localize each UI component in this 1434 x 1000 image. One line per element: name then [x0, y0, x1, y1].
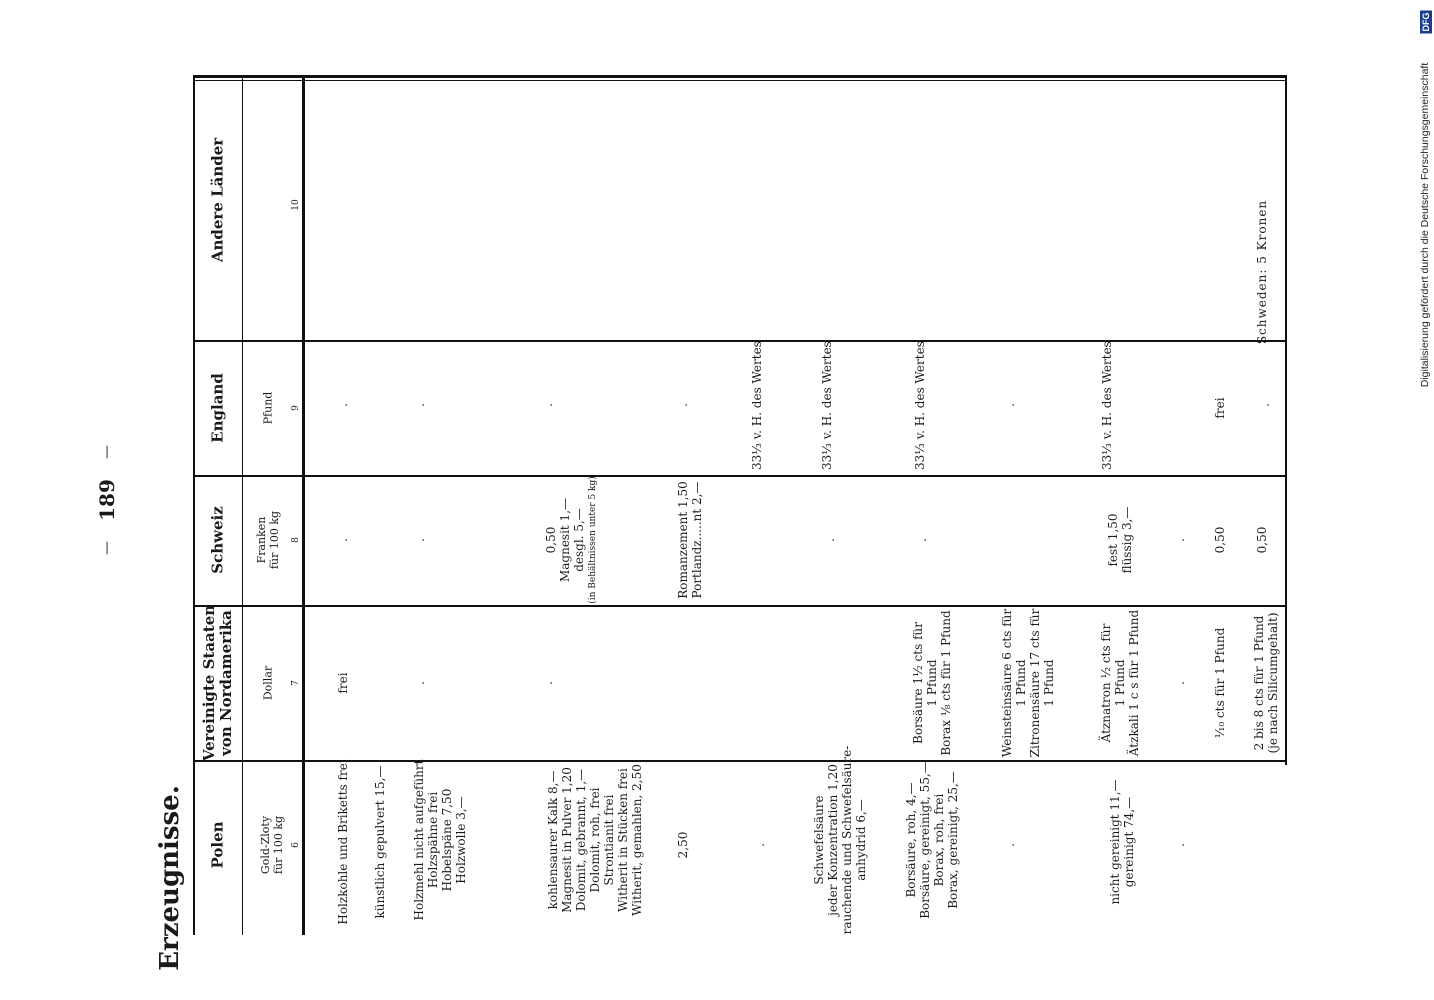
header-unit-rule — [242, 75, 243, 935]
col9-number: 9 — [291, 405, 301, 411]
polen-dot-11: . — [1173, 843, 1187, 847]
col6-header: Polen — [208, 821, 227, 869]
usa-dot-2: . — [413, 681, 427, 685]
ch-entry-4-note: (in Behältnissen unter 5 kg) — [588, 476, 598, 604]
page-number-dash-right: — — [99, 445, 115, 459]
usa-dot-10b: . — [1173, 681, 1187, 685]
polen-dot-9: . — [1003, 843, 1017, 847]
col-rule-7-8 — [193, 605, 1286, 607]
polen-entry-7: Schwefelsäure jeder Konzentration 1,20 rauchende und Schwefelsäure- anhydrid 6,— — [812, 745, 868, 935]
dfg-badge: DFG — [1421, 12, 1431, 32]
col10-number: 10 — [291, 199, 301, 211]
ch-entry-10: fest 1,50 flüssig 3,— — [1106, 506, 1134, 574]
col6-unit: Gold-Zloty für 100 kg — [259, 815, 285, 875]
usa-dot-3: . — [541, 681, 555, 685]
section-title: Erzeugnisse. — [155, 785, 185, 971]
en-entry-10: 33⅓ v. H. des Wertes — [1100, 341, 1114, 470]
ch-dot-1: . — [336, 538, 350, 542]
col-rule-8-9 — [193, 475, 1286, 477]
ch-entry-4: 0,50 Magnesit 1,— desgl. 5,— — [544, 497, 586, 583]
en-entry-11: frei — [1213, 397, 1227, 419]
polen-entry-3: Holzmehl nicht aufgeführt Holzspähne frei Hobelspäne 7,50 Holzwolle 3,— — [412, 759, 468, 921]
polen-entry-1: Holzkohle und Briketts frei — [336, 759, 350, 925]
col8-header: Schweiz — [208, 506, 227, 574]
usa-entry-11: ¹⁄₁₀ cts für 1 Pfund — [1213, 627, 1227, 739]
table-bottom-rule — [1285, 75, 1287, 765]
usa-entry-12: 2 bis 8 cts für 1 Pfund (je nach Silicumgehalt) — [1252, 612, 1280, 754]
ch-dot-2: . — [413, 538, 427, 542]
col10-header: Andere Länder — [208, 137, 227, 263]
en-dot-2: . — [413, 403, 427, 407]
col8-unit: Franken für 100 kg — [255, 510, 281, 570]
usa-entry-9: Weinsteinsäure 6 cts für 1 Pfund Zitronensäure 17 cts für 1 Pfund — [1000, 608, 1056, 758]
en-dot-5: . — [676, 403, 690, 407]
page-number-dash-left: — — [99, 541, 115, 555]
polen-entry-10: nicht gereinigt 11,— gereinigt 74,— — [1108, 779, 1136, 905]
table-top-rule-inner — [193, 80, 1286, 81]
en-dot-9: . — [1003, 403, 1017, 407]
en-dot-12: . — [1258, 403, 1272, 407]
polen-entry-8: Borsäure, roh, 4,— Borsäure, gereinigt, 55,— Borax, roh, frei Borax, gereinigt, 25,— — [904, 761, 960, 919]
ch-dot-8: . — [915, 538, 929, 542]
usa-entry-10: Ätznatron ½ cts für 1 Pfund Ätzkali 1 c s für 1 Pfund — [1099, 609, 1141, 757]
col7-number: 7 — [291, 680, 301, 686]
en-dot-4: . — [541, 403, 555, 407]
col-rule-9-10 — [193, 340, 1286, 342]
page-number: 189 — [95, 479, 119, 521]
polen-dot-6: . — [753, 843, 767, 847]
en-dot-1: . — [336, 403, 350, 407]
ch-dot-7: . — [823, 538, 837, 542]
header-rule-left — [193, 75, 195, 935]
en-entry-8: 33⅓ v. H. des Wertes — [913, 341, 927, 470]
polen-entry-4: kohlensaurer Kalk 8,— Magnesit in Pulver 1,20 Dolomit, gebrannt, 1,— Dolomit, roh, frei Strontianit frei Witherit in Stücken frei Witherit, gemahlen, 2,50 — [546, 764, 644, 916]
other-entry-12: Schweden: 5 Kronen — [1255, 199, 1269, 345]
usa-entry-1: frei — [336, 672, 350, 694]
ch-entry-11: 0,50 — [1213, 526, 1227, 554]
col9-header: England — [208, 373, 227, 443]
en-entry-6: 33⅓ v. H. des Wertes — [750, 341, 764, 470]
header-body-rule — [302, 75, 305, 935]
col7-unit: Dollar — [261, 665, 275, 701]
usa-entry-8: Borsäure 1½ cts für 1 Pfund Borax ⅛ cts für 1 Pfund — [911, 610, 953, 756]
polen-entry-2: künstlich gepulvert 15,— — [373, 765, 387, 919]
polen-entry-5: 2,50 — [676, 831, 690, 859]
table-top-rule — [193, 75, 1286, 78]
ch-dot-10b: . — [1173, 538, 1187, 542]
en-entry-7: 33⅓ v. H. des Wertes — [820, 341, 834, 470]
ch-entry-12: 0,50 — [1255, 526, 1269, 554]
ch-entry-5: Romanzement 1,50 Portlandz.....nt 2,— — [676, 481, 704, 599]
col-rule-6-7 — [193, 760, 1286, 762]
dfg-margin-note: Digitalisierung gefördert durch die Deutsche Forschungsgemeinschaft — [1419, 62, 1431, 388]
col9-unit: Pfund — [261, 391, 275, 425]
col7-header: Vereinigte Staaten von Nordamerika — [200, 604, 235, 762]
col6-number: 6 — [291, 842, 301, 848]
col8-number: 8 — [291, 537, 301, 543]
